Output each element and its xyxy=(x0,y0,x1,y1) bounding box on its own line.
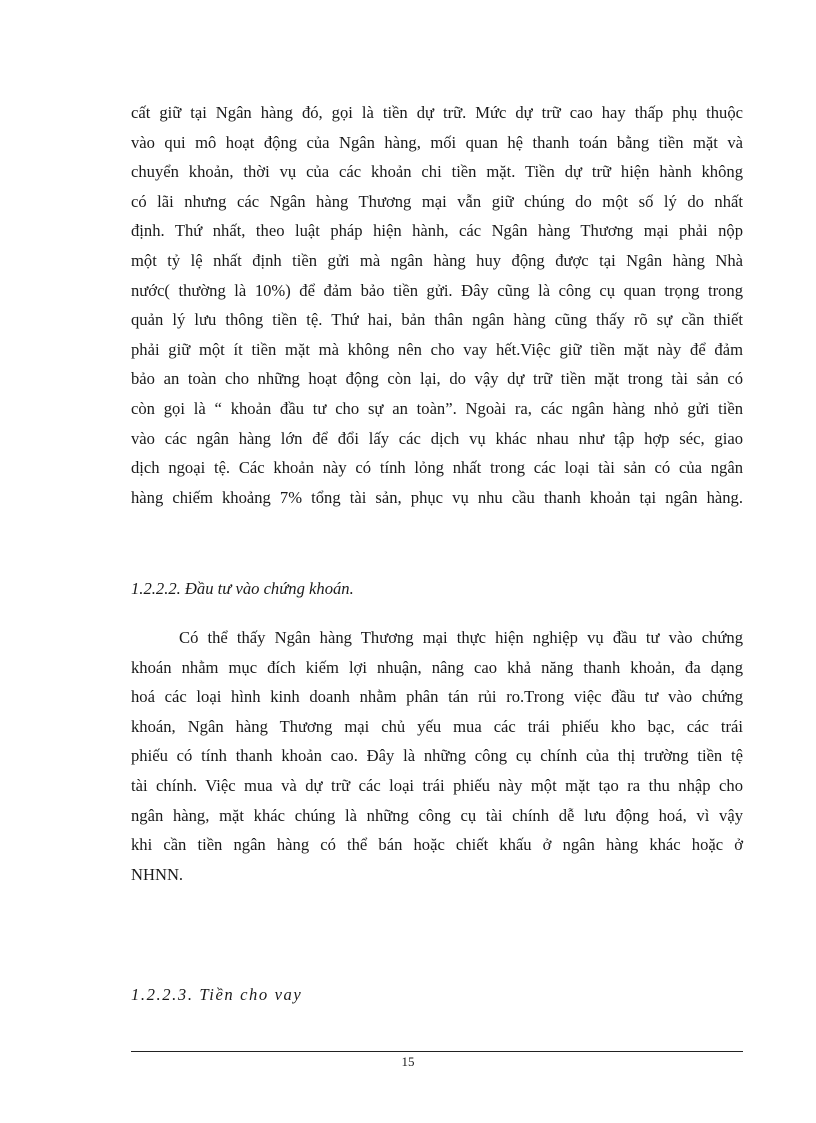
section-heading-loans: 1.2.2.3. Tiền cho vay xyxy=(131,985,303,1004)
paragraph-line: NHNN. xyxy=(131,864,184,884)
paragraph-line: bảo an toàn cho những hoạt động còn lại, do vậy dự trữ tiền mặt trong tài sản có xyxy=(131,369,743,389)
paragraph-line: tài chính. Việc mua và dự trữ các loại trái phiếu này một mặt tạo ra thu nhập cho xyxy=(131,775,743,795)
paragraph-line: Có thể thấy Ngân hàng Thương mại thực hiện nghiệp vụ đầu tư vào chứng xyxy=(179,628,743,647)
paragraph-line: ngân hàng, mặt khác chúng là những công cụ tài chính dễ lưu động hoá, vì vậy xyxy=(131,805,743,825)
paragraph-line: hoá các loại hình kinh doanh nhằm phân tán rủi ro.Trong việc đầu tư vào chứng xyxy=(131,687,743,707)
paragraph-reserves xyxy=(131,98,743,512)
paragraph-line: còn gọi là “ khoản đầu tư cho sự an toàn”. Ngoài ra, các ngân hàng nhỏ gửi tiền xyxy=(131,398,743,418)
paragraph-line: dịch ngoại tệ. Các khoản này có tính lỏng nhất trong các loại tài sản có của ngân xyxy=(131,458,743,478)
paragraph-line: có lãi nhưng các Ngân hàng Thương mại vẫn giữ chúng do một số lý do nhất xyxy=(131,191,743,211)
paragraph-line: hàng chiếm khoảng 7% tổng tài sản, phục vụ nhu cầu thanh khoản tại ngân hàng. xyxy=(131,487,743,507)
paragraph-line: khoán, Ngân hàng Thương mại chủ yếu mua các trái phiếu kho bạc, các trái xyxy=(131,716,743,736)
footer-divider xyxy=(131,1051,743,1052)
page-number: 15 xyxy=(401,1054,415,1069)
paragraph-line: khoán nhằm mục đích kiếm lợi nhuận, nâng cao khả năng thanh khoản, đa dạng xyxy=(131,657,743,677)
paragraph-line: phải giữ một ít tiền mặt mà không nên cho vay hết.Việc giữ tiền mặt này để đảm xyxy=(131,339,743,359)
paragraph-line: khi cần tiền ngân hàng có thể bán hoặc chiết khấu ở ngân hàng khác hoặc ở xyxy=(131,835,743,855)
paragraph-line: nước( thường là 10%) để đảm bảo tiền gửi. Đây cũng là công cụ quan trọng trong xyxy=(131,280,743,300)
paragraph-line: vào các ngân hàng lớn để đổi lấy các dịch vụ khác nhau như tập hợp séc, giao xyxy=(131,428,743,448)
paragraph-line: một tỷ lệ nhất định tiền gửi mà ngân hàng huy động được tại Ngân hàng Nhà xyxy=(131,250,743,270)
paragraph-line: quản lý lưu thông tiền tệ. Thứ hai, bản thân ngân hàng cũng thấy rõ sự cần thiết xyxy=(131,310,743,330)
paragraph-line: cất giữ tại Ngân hàng đó, gọi là tiền dự trữ. Mức dự trữ cao hay thấp phụ thuộc xyxy=(131,103,743,122)
paragraph-line: phiếu có tính thanh khoản cao. Đây là những công cụ chính của thị trường tiền tệ xyxy=(131,746,743,766)
paragraph-line: vào qui mô hoạt động của Ngân hàng, mối quan hệ thanh toán bằng tiền mặt và xyxy=(131,132,743,152)
paragraph-securities xyxy=(131,623,743,889)
paragraph-line: chuyển khoản, thời vụ của các khoản chi tiền mặt. Tiền dự trữ hiện hành không xyxy=(131,162,743,182)
paragraph-line: định. Thứ nhất, theo luật pháp hiện hành, các Ngân hàng Thương mại phải nộp xyxy=(131,221,743,241)
section-heading-securities: 1.2.2.2. Đầu tư vào chứng khoán. xyxy=(131,579,354,598)
